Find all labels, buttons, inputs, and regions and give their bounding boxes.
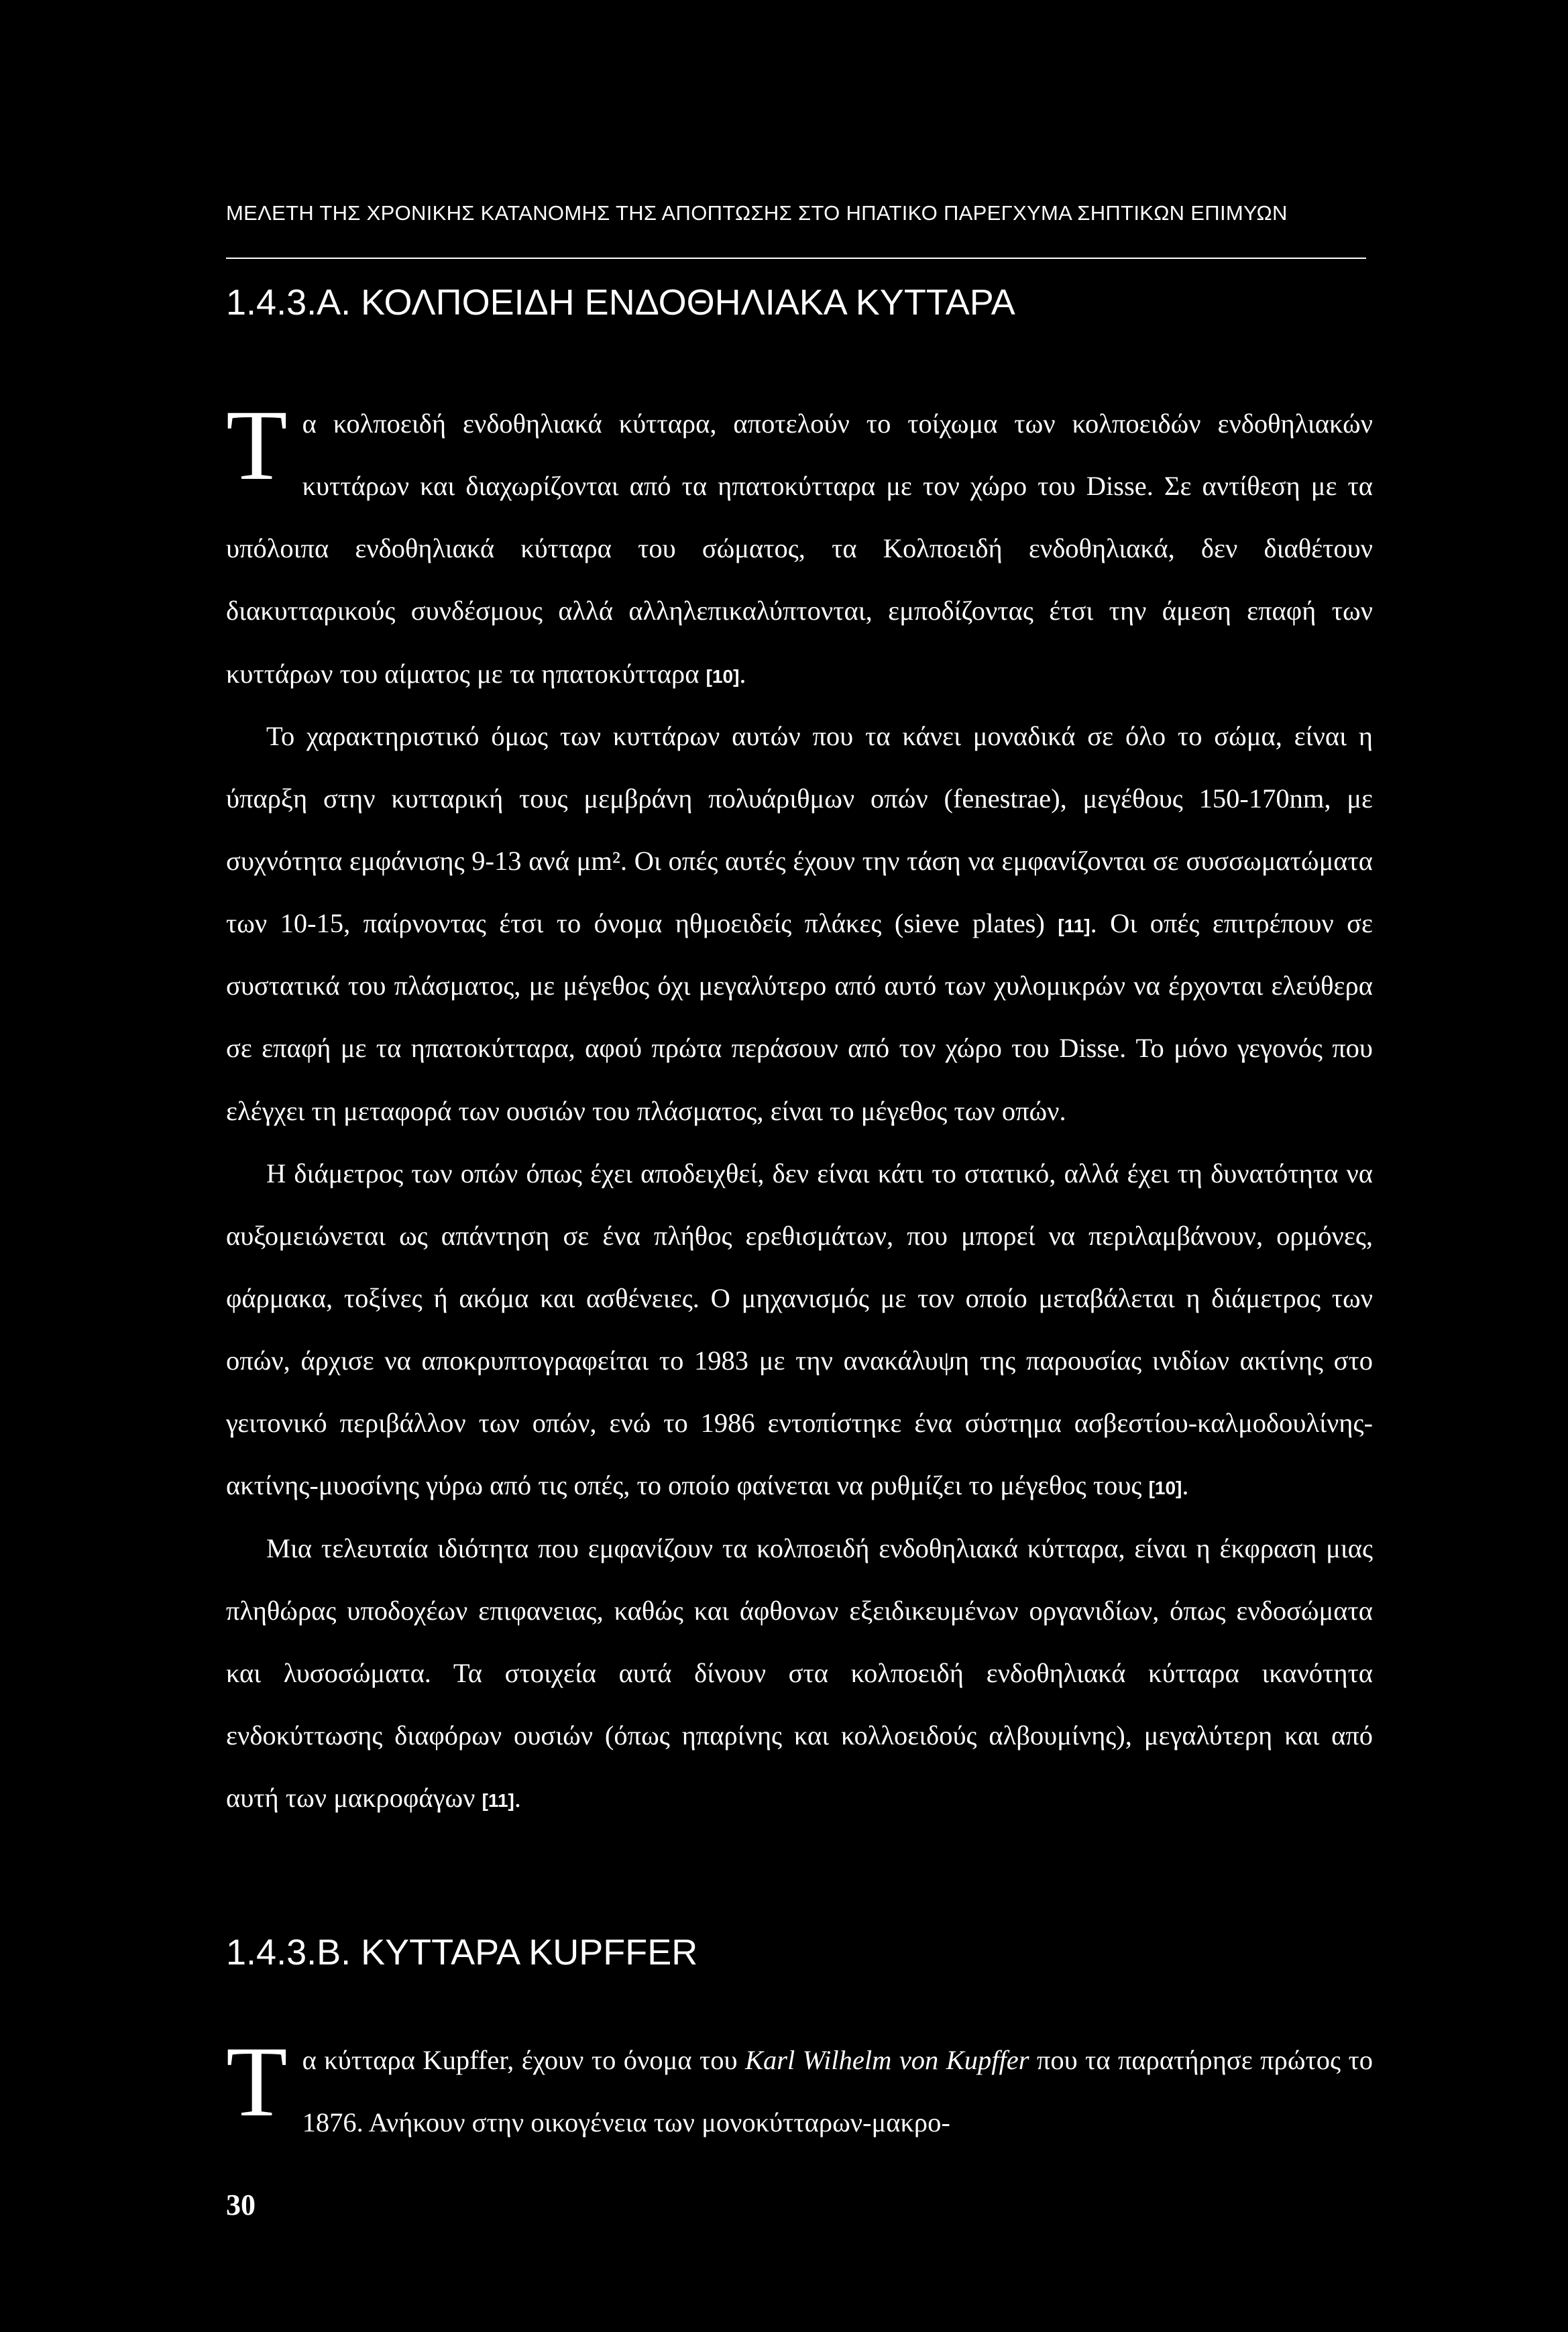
citation: [10] bbox=[706, 665, 740, 687]
paragraph-3 bbox=[226, 1142, 1373, 1517]
paragraph-text: Η διάμετρος των οπών όπως έχει αποδειχθεί, δεν είναι κάτι το στατικό, αλλά έχει τη δυνατότητα να αυξομειώνεται ως απάντηση σε ένα πλήθος ερεθισμάτων, που μπορεί να περιλαμβάνουν, ορμόνες, φάρμακα, τοξίνες ή ακόμα και ασθένειες. Ο μηχανισμός με τον οποίο μεταβάλεται η διάμετρος των οπών, άρχισε να αποκρυπτογραφείται το 1983 με την ανακάλυψη της παρουσίας ινιδίων ακτίνης στο γειτονικό περιβάλλον των οπών, ενώ το 1986 εντοπίστηκε ένα σύστημα ασβεστίου-καλμοδουλίνης-ακτίνης-μυοσίνης γύρω από τις οπές, το οποίο φαίνεται να ρυθμίζει το μέγεθος τους bbox=[226, 1158, 1373, 1501]
section-heading-b: 1.4.3.Β. ΚΥΤΤΑΡΑ KUPFFER bbox=[226, 1932, 698, 1973]
header-rule bbox=[226, 258, 1366, 259]
paragraph-1 bbox=[226, 392, 1373, 705]
page-number: 30 bbox=[226, 2188, 256, 2221]
paragraph-text: . bbox=[739, 658, 746, 689]
paragraph-text: που τα παρατήρησε πρώτος το 1876. Ανήκουν στην οικογένεια των μονοκύτταρων-μακρο- bbox=[302, 2045, 1373, 2138]
section-a-body bbox=[226, 392, 1373, 1829]
paragraph-text: Το χαρακτηριστικό όμως των κυττάρων αυτών που τα κάνει μοναδικά σε όλο το σώμα, είναι η ύπαρξη στην κυτταρική τους μεμβράνη πολυάριθμων οπών (fenestrae), μεγέθους 150-170nm, με συχνότητα εμφάνισης 9-13 ανά μm². Οι οπές αυτές έχουν την τάση να εμφανίζονται σε συσσωματώματα των 10-15, παίρνοντας έτσι το όνομα ηθμοειδείς πλάκες (sieve plates) bbox=[226, 720, 1373, 939]
paragraph-text: α κύτταρα Kupffer, έχουν το όνομα του bbox=[302, 2045, 745, 2075]
paragraph-text: Μια τελευταία ιδιότητα που εμφανίζουν τα κολποειδή ενδοθηλιακά κύτταρα, είναι η έκφραση μιας πληθώρας υποδοχέων επιφανειας, καθώς και άφθονων εξειδικευμένων οργανιδίων, όπως ενδοσώματα και λυσοσώματα. Τα στοιχεία αυτά δίνουν στα κολποειδή ενδοθηλιακά κύτταρα ικανότητα ενδοκύττωσης διαφόρων ουσιών (όπως ηπαρίνης και κολλοειδούς αλβουμίνης), μεγαλύτερη και από αυτή των μακροφάγων bbox=[226, 1533, 1373, 1814]
drop-cap: Τ bbox=[226, 2026, 288, 2137]
person-name: Karl Wilhelm von Kupffer bbox=[744, 2045, 1029, 2075]
citation: [11] bbox=[1058, 915, 1090, 937]
paragraph-text: . Οι οπές επιτρέπουν σε συστατικά του πλάσματος, με μέγεθος όχι μεγαλύτερο από αυτό των χυλομικρών να έρχονται ελεύθερα σε επαφή με τα ηπατοκύτταρα, αφού πρώτα περάσουν από τον χώρο του Disse. Το μόνο γεγονός που ελέγχει τη μεταφορά των ουσιών του πλάσματος, είναι το μέγεθος των οπών. bbox=[226, 908, 1374, 1126]
paragraph-text: . bbox=[514, 1783, 521, 1814]
paragraph-text: . bbox=[1182, 1470, 1189, 1501]
paragraph-4 bbox=[226, 1517, 1373, 1830]
citation: [11] bbox=[482, 1790, 514, 1812]
running-header: ΜΕΛΕΤΗ ΤΗΣ ΧΡΟΝΙΚΗΣ ΚΑΤΑΝΟΜΗΣ ΤΗΣ ΑΠΟΠΤΩΣΗΣ ΣΤΟ ΗΠΑΤΙΚΟ ΠΑΡΕΓΧΥΜΑ ΣΗΠΤΙΚΩΝ ΕΠΙΜΥΩΝ bbox=[226, 201, 1288, 225]
section-heading-a: 1.4.3.Α. ΚΟΛΠΟΕΙΔΗ ΕΝΔΟΘΗΛΙΑΚΑ ΚΥΤΤΑΡΑ bbox=[226, 282, 1015, 323]
paragraph-text: α κολποειδή ενδοθηλιακά κύτταρα, αποτελούν το τοίχωμα των κολποειδών ενδοθηλιακών κυττάρων και διαχωρίζονται από τα ηπατοκύτταρα με τον χώρο του Disse. Σε αντίθεση με τα υπόλοιπα ενδοθηλιακά κύτταρα του σώματος, τα Κολποειδή ενδοθηλιακά, δεν διαθέτουν διακυτταρικούς συνδέσμους αλλά αλληλεπικαλύπτονται, εμποδίζοντας έτσι την άμεση επαφή των κυττάρων του αίματος με τα ηπατοκύτταρα bbox=[226, 408, 1373, 689]
drop-cap: Τ bbox=[226, 390, 288, 501]
paragraph-1 bbox=[226, 2026, 1373, 2154]
section-b-body bbox=[226, 2026, 1373, 2154]
citation: [10] bbox=[1148, 1478, 1182, 1499]
paragraph-2 bbox=[226, 705, 1373, 1142]
